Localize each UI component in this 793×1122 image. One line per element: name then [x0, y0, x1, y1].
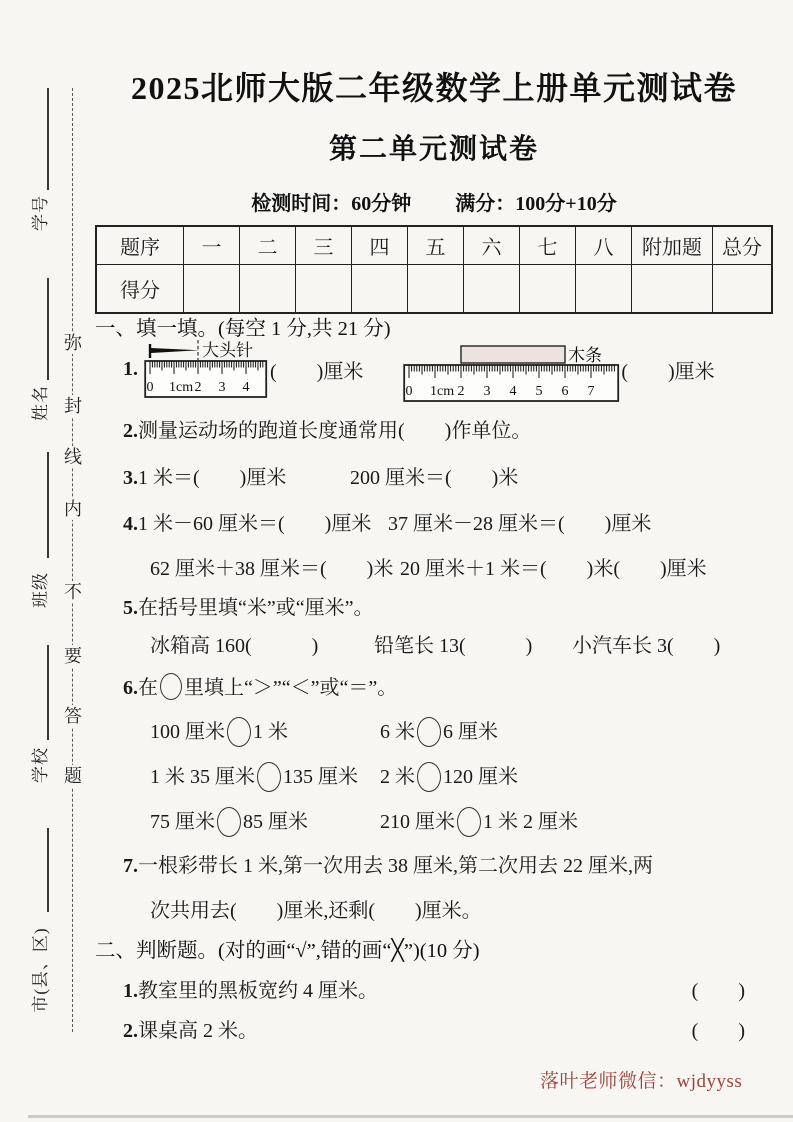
question-text: 课桌高 2 米。 — [138, 1020, 258, 1042]
judgment-statement — [123, 977, 378, 1005]
question-text: 次共用去( )厘米,还剩( )厘米。 — [150, 900, 482, 922]
time-limit: 检测时间：60分钟 — [251, 193, 412, 215]
compare-row-3 — [95, 805, 773, 839]
question-number: 7. — [123, 855, 138, 877]
answer-blank: ( ) — [691, 1020, 745, 1042]
svg-text:5: 5 — [535, 384, 543, 399]
question-part: 62 厘米＋38 厘米＝( )米 — [150, 558, 394, 580]
seal-char: 内 — [64, 499, 82, 519]
question-number: 2. — [123, 420, 138, 442]
margin-label-school: 学校 — [31, 747, 50, 783]
compare-right: 1 米 — [253, 721, 288, 743]
circle-blank — [257, 762, 281, 792]
compare-item — [150, 805, 380, 839]
compare-left: 210 厘米 — [380, 811, 455, 833]
score-cell — [296, 265, 352, 314]
svg-text:1cm: 1cm — [430, 384, 455, 399]
header-cell: 四 — [352, 226, 408, 265]
score-cell — [576, 265, 632, 314]
svg-text:1cm: 1cm — [169, 380, 194, 395]
score-table-header-row — [96, 226, 772, 265]
compare-right: 120 厘米 — [443, 766, 518, 788]
compare-left: 6 米 — [380, 721, 415, 743]
question-part: 200 厘米＝( )米 — [350, 467, 519, 489]
question-text-suffix: 里填上“＞”“＜”或“＝”。 — [184, 677, 398, 699]
compare-left: 2 米 — [380, 766, 415, 788]
compare-left: 100 厘米 — [150, 721, 225, 743]
score-row-label: 得分 — [96, 265, 184, 314]
margin-blank-line — [47, 88, 49, 190]
compare-item — [380, 715, 498, 749]
compare-item — [380, 805, 578, 839]
paper-content — [95, 0, 773, 1045]
header-cell: 三 — [296, 226, 352, 265]
question-text: 教室里的黑板宽约 4 厘米。 — [138, 980, 378, 1002]
seal-char: 要 — [64, 646, 82, 666]
compare-left: 75 厘米 — [150, 811, 215, 833]
score-cell — [464, 265, 520, 314]
compare-item — [150, 760, 380, 794]
page-bottom-edge — [28, 1115, 793, 1118]
pin-shaft — [151, 348, 199, 353]
question-number: 1. — [123, 357, 138, 380]
compare-right: 1 米 2 厘米 — [483, 811, 578, 833]
pin-label: 大头针 — [202, 341, 253, 360]
circle-blank — [417, 717, 441, 747]
svg-text:0: 0 — [146, 380, 154, 395]
answer-blank: ( )厘米 — [621, 360, 715, 383]
fill-item: 小汽车长 3( ) — [572, 635, 721, 657]
compare-row-2 — [95, 760, 773, 794]
question-number: 1. — [123, 980, 138, 1002]
seal-char: 题 — [64, 766, 82, 786]
seal-char: 线 — [64, 447, 82, 467]
svg-text:4: 4 — [509, 384, 517, 399]
header-cell: 总分 — [713, 226, 773, 265]
score-row — [96, 265, 772, 314]
svg-text:4: 4 — [242, 380, 250, 395]
answer-blank: ( )厘米 — [270, 360, 364, 383]
question-part: 37 厘米－28 厘米＝( )厘米 — [388, 513, 652, 535]
score-cell — [184, 265, 240, 314]
svg-text:3: 3 — [218, 380, 226, 395]
seal-char: 不 — [64, 582, 82, 602]
question-6 — [95, 672, 773, 704]
section1-heading: 一、填一填。(每空 1 分,共 21 分) — [95, 318, 391, 340]
question-7-line2 — [95, 897, 773, 925]
score-table — [95, 225, 773, 314]
section2-heading: 二、判断题。(对的画“√”,错的画“╳”)(10 分) — [95, 940, 480, 962]
header-cell: 二 — [240, 226, 296, 265]
question-2 — [95, 417, 773, 445]
wood-strip-label: 木条 — [568, 346, 603, 365]
score-cell — [352, 265, 408, 314]
circle-blank — [227, 717, 251, 747]
header-cell: 五 — [408, 226, 464, 265]
question-text-prefix: 在 — [138, 677, 158, 699]
pin-ruler-diagram — [144, 337, 270, 401]
question-4-line2 — [95, 555, 773, 583]
judgment-statement — [123, 1017, 258, 1045]
exam-info-line — [95, 192, 773, 216]
score-cell — [632, 265, 713, 314]
header-cell: 一 — [184, 226, 240, 265]
score-cell — [520, 265, 576, 314]
header-cell: 七 — [520, 226, 576, 265]
question-3 — [95, 464, 773, 492]
svg-text:7: 7 — [587, 384, 595, 399]
header-cell: 附加题 — [632, 226, 713, 265]
judgment-row-1 — [95, 977, 773, 1005]
circle-blank — [417, 762, 441, 792]
wood-strip — [461, 346, 565, 363]
compare-left: 1 米 35 厘米 — [150, 766, 255, 788]
seal-char: 答 — [64, 706, 82, 726]
question-number: 5. — [123, 597, 138, 619]
margin-blank-line — [47, 278, 49, 380]
compare-right: 85 厘米 — [243, 811, 308, 833]
question-part: 1 米－60 厘米＝( )厘米 — [138, 513, 372, 535]
question-text: 测量运动场的跑道长度通常用( )作单位。 — [138, 420, 532, 442]
paper-title: 2025北师大版二年级数学上册单元测试卷 — [130, 70, 737, 106]
question-number: 4. — [123, 513, 138, 535]
wood-ruler-diagram — [403, 336, 621, 402]
circle-blank — [217, 807, 241, 837]
question-5-items — [95, 631, 773, 661]
compare-item — [150, 715, 380, 749]
compare-row-1 — [95, 715, 773, 749]
question-number: 2. — [123, 1020, 138, 1042]
header-cell: 六 — [464, 226, 520, 265]
margin-blank-line — [47, 828, 49, 912]
teacher-wechat-watermark: 落叶老师微信：wjdyyss — [540, 1071, 743, 1092]
question-text: 在括号里填“米”或“厘米”。 — [138, 597, 374, 619]
seal-margin — [0, 0, 95, 1122]
circle-blank — [160, 673, 182, 700]
seal-char: 弥 — [64, 333, 82, 353]
fill-item: 铅笔长 13( ) — [374, 635, 533, 657]
svg-text:3: 3 — [483, 384, 491, 399]
margin-label-class: 班级 — [31, 572, 50, 608]
compare-right: 6 厘米 — [443, 721, 498, 743]
svg-text:2: 2 — [194, 380, 202, 395]
question-number: 6. — [123, 677, 138, 699]
question-4-line1 — [95, 510, 773, 538]
circle-blank — [457, 807, 481, 837]
margin-label-city: 市(县、区) — [31, 927, 50, 1013]
question-number: 3. — [123, 467, 138, 489]
compare-item — [380, 760, 518, 794]
full-score: 满分：100分+10分 — [455, 193, 617, 215]
fill-item: 冰箱高 160( ) — [150, 635, 319, 657]
seal-dashed-line — [72, 88, 73, 1032]
score-cell — [713, 265, 773, 314]
header-cell: 八 — [576, 226, 632, 265]
seal-char: 封 — [64, 396, 82, 416]
unit-subtitle: 第二单元测试卷 — [328, 134, 539, 165]
svg-text:0: 0 — [405, 384, 413, 399]
question-part: 1 米＝( )厘米 — [138, 467, 287, 489]
header-cell: 题序 — [96, 226, 184, 265]
svg-text:6: 6 — [561, 384, 569, 399]
question-1 — [95, 337, 773, 401]
margin-label-student-number: 学号 — [31, 195, 50, 231]
question-5 — [95, 594, 773, 622]
answer-blank: ( ) — [691, 980, 745, 1002]
svg-text:2: 2 — [457, 384, 465, 399]
compare-right: 135 厘米 — [283, 766, 358, 788]
question-7-line1 — [95, 852, 773, 880]
score-cell — [408, 265, 464, 314]
margin-label-name: 姓名 — [31, 385, 50, 421]
score-cell — [240, 265, 296, 314]
judgment-row-2 — [95, 1017, 773, 1045]
question-text: 一根彩带长 1 米,第一次用去 38 厘米,第二次用去 22 厘米,两 — [138, 855, 653, 877]
question-part: 20 厘米＋1 米＝( )米( )厘米 — [400, 558, 707, 580]
margin-blank-line — [47, 645, 49, 740]
margin-blank-line — [47, 452, 49, 558]
